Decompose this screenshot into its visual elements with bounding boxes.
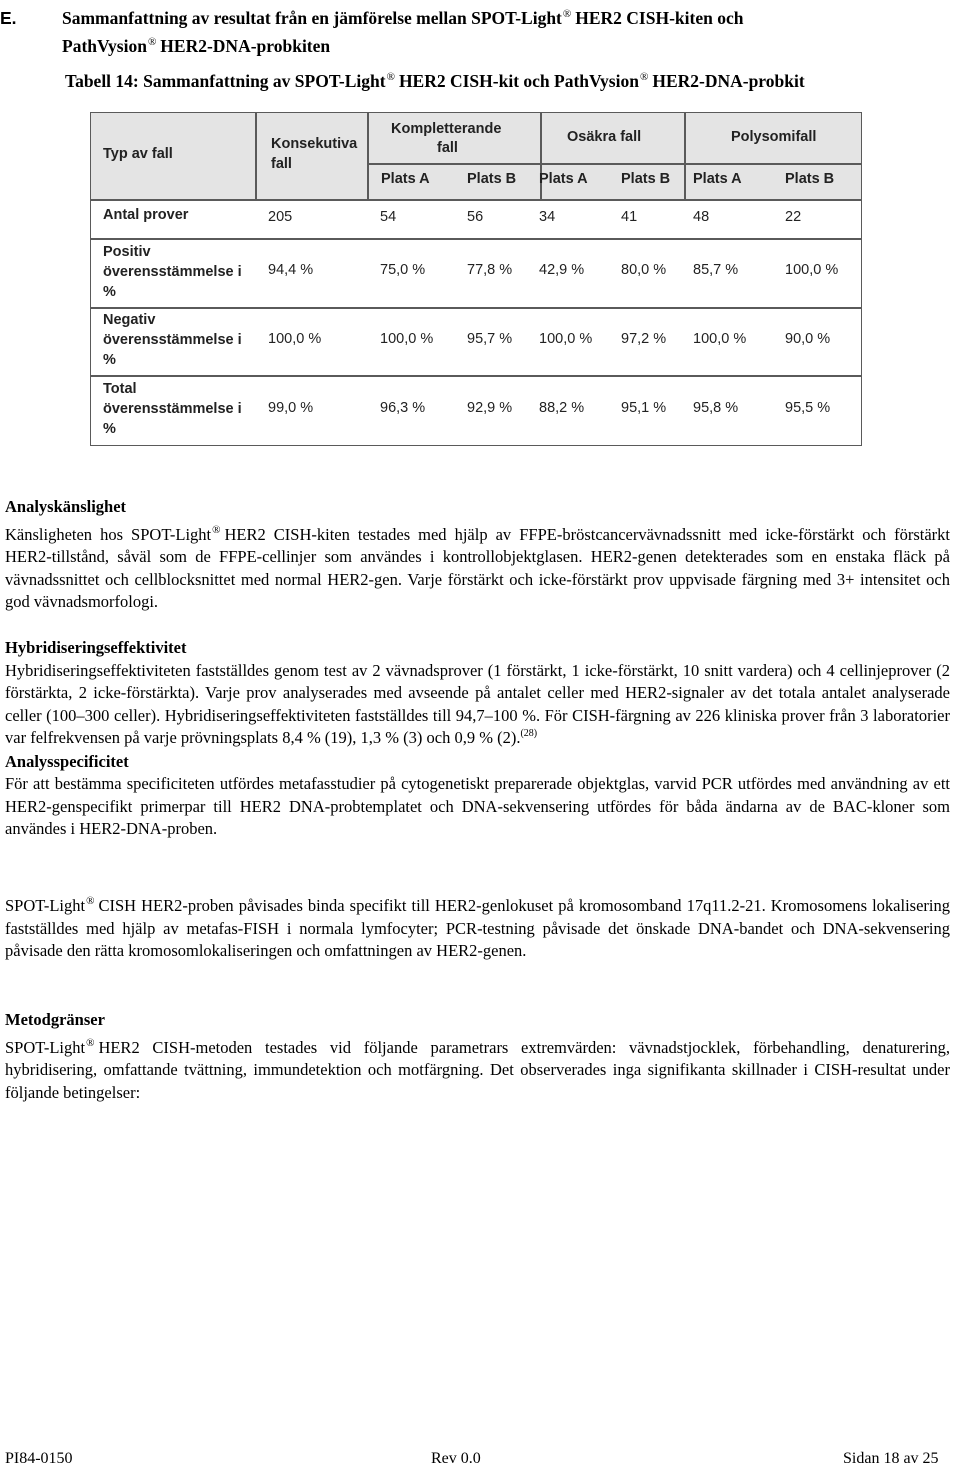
table-cell: 100,0 % bbox=[539, 331, 593, 347]
table-cell: 48 bbox=[693, 209, 710, 225]
section-title-part3: PathVysion bbox=[62, 36, 147, 56]
header-plats: Plats B bbox=[467, 171, 517, 187]
table-title-part3: HER2-DNA-probkit bbox=[652, 71, 805, 91]
header-kompletterande: Kompletterande bbox=[391, 121, 502, 137]
header-plats: Plats A bbox=[693, 171, 742, 187]
row-label-line: överensstämmelse i bbox=[103, 264, 242, 280]
paragraph-text: För att bestämma specificiteten utfördes metafasstudier på cytogenetiskt preparerade objektglas, varvid PCR utfördes med användning av ett HER2-genspecifikt primerpar till HER2 DNA-probtemplatet och DNA-sekvensering utfördes för båda ändarna av de BAC-kloner som användes i HER2-DNA-proben. bbox=[5, 774, 950, 838]
row-label-line: Total bbox=[103, 381, 137, 397]
table-cell: 80,0 % bbox=[621, 262, 667, 278]
table-cell: 90,0 % bbox=[785, 331, 831, 347]
row-label-negativ bbox=[103, 310, 263, 370]
paragraph bbox=[5, 890, 950, 963]
footer-doc-id: PI84-0150 bbox=[5, 1450, 73, 1467]
table-cell: 100,0 % bbox=[785, 262, 839, 278]
table-divider bbox=[91, 238, 861, 240]
registered-mark: ® bbox=[147, 36, 157, 48]
heading-analysspecificitet: Analysspecificitet bbox=[5, 751, 129, 771]
paragraph bbox=[5, 660, 950, 750]
table-cell: 22 bbox=[785, 209, 802, 225]
table-divider bbox=[684, 113, 686, 199]
paragraph-text: HER2 CISH-kiten testades med hjälp av FFPE-bröstcancervävnadssnitt med icke-förstärkt och förstärkt HER2-tillstånd, såväl som de FFPE-cellinjer som användes i kontrollobjektglasen. HER2-genen detekterades som en enstaka fläck på vävnadssnittet och cellblocksnittet med normal HER2-gen. Varje förstärkt och icke-förstärkt prov uppvisade färgning med 3+ intensitet och god vävnadsmorfologi. bbox=[5, 524, 950, 611]
table-title-part2: HER2 CISH-kit och PathVysion bbox=[398, 71, 639, 91]
table-title bbox=[65, 71, 805, 92]
footer-revision: Rev 0.0 bbox=[431, 1450, 481, 1467]
row-label-antal-prover: Antal prover bbox=[103, 207, 189, 223]
table-cell: 205 bbox=[268, 209, 293, 225]
table-divider bbox=[91, 199, 861, 201]
table-divider bbox=[91, 307, 861, 309]
row-label-line: % bbox=[103, 421, 116, 437]
summary-table bbox=[90, 112, 862, 446]
table-cell: 75,0 % bbox=[380, 262, 426, 278]
section-heading bbox=[0, 2, 955, 58]
table-divider bbox=[255, 113, 257, 199]
row-label-positiv bbox=[103, 242, 263, 302]
paragraph-text: CISH HER2-proben påvisades binda specifikt till HER2-genlokuset på kromosomband 17q11.2-21. Kromosomens lokalisering fastställdes med hjälp av metafas-FISH i normala lymfocyter; PCR-testning påvisade det önskade DNA-bandet och DNA-sekvensering påvisade den rätta kromosomlokaliseringen och omfattningen av HER2-genen. bbox=[5, 896, 950, 960]
section-analyskanslighet bbox=[5, 496, 950, 614]
row-label-line: % bbox=[103, 352, 116, 368]
heading-hybridiseringseffektivitet: Hybridiseringseffektivitet bbox=[5, 638, 187, 657]
table-cell: 34 bbox=[539, 209, 556, 225]
header-osakra-fall: Osäkra fall bbox=[567, 129, 642, 145]
paragraph-text: HER2 CISH-metoden testades vid följande parametrars extremvärden: vävnadstjocklek, förbehandling, denaturering, hybridisering, omfattande tvättning, immundetektion och motfärgning. Det observerades inga signifikanta skillnader i CISH-resultat under följande betingelser: bbox=[5, 1037, 950, 1102]
header-plats: Plats A bbox=[381, 171, 430, 187]
paragraph-text: SPOT-Light bbox=[5, 896, 86, 915]
registered-mark: ® bbox=[562, 8, 572, 20]
header-plats: Plats A bbox=[539, 171, 588, 187]
table-cell: 97,2 % bbox=[621, 331, 667, 347]
table-title-part1: Tabell 14: Sammanfattning av SPOT-Light bbox=[65, 71, 386, 91]
heading-analyskanslighet: Analyskänslighet bbox=[5, 497, 127, 516]
row-label-line: överensstämmelse i bbox=[103, 332, 242, 348]
row-label-line: % bbox=[103, 284, 116, 300]
section-title-part2: HER2 CISH-kiten och bbox=[575, 8, 744, 28]
table-divider bbox=[367, 163, 861, 165]
paragraph bbox=[5, 519, 950, 614]
table-cell: 94,4 % bbox=[268, 262, 314, 278]
row-label-total bbox=[103, 379, 263, 439]
row-label-line: Negativ bbox=[103, 312, 156, 328]
registered-mark: ® bbox=[639, 71, 649, 83]
table-cell: 92,9 % bbox=[467, 400, 513, 416]
table-cell: 88,2 % bbox=[539, 400, 585, 416]
table-cell: 95,5 % bbox=[785, 400, 831, 416]
heading-metodgranser: Metodgränser bbox=[5, 1010, 105, 1029]
section-hybridisering bbox=[5, 637, 950, 841]
header-plats: Plats B bbox=[621, 171, 671, 187]
footer-page-number: Sidan 18 av 25 bbox=[843, 1450, 939, 1467]
section-specificitet-detalj bbox=[5, 890, 950, 963]
header-plats: Plats B bbox=[785, 171, 835, 187]
registered-mark: ® bbox=[86, 1036, 95, 1049]
table-cell: 41 bbox=[621, 209, 638, 225]
table-cell: 77,8 % bbox=[467, 262, 513, 278]
paragraph-text: SPOT-Light bbox=[5, 1037, 86, 1057]
reference: (28) bbox=[520, 728, 538, 739]
registered-mark: ® bbox=[386, 71, 395, 83]
table-cell: 95,7 % bbox=[467, 331, 513, 347]
header-kompletterande-line2: fall bbox=[437, 140, 458, 156]
registered-mark: ® bbox=[212, 523, 221, 536]
paragraph bbox=[5, 773, 950, 841]
header-konsekutiva-line2: fall bbox=[271, 156, 292, 172]
table-cell: 95,1 % bbox=[621, 400, 667, 416]
section-title-part1: Sammanfattning av resultat från en jämförelse mellan SPOT-Light bbox=[62, 8, 562, 28]
paragraph-text: Känsligheten hos SPOT-Light bbox=[5, 524, 212, 544]
table-cell: 100,0 % bbox=[693, 331, 747, 347]
table-cell: 54 bbox=[380, 209, 397, 225]
table-cell: 56 bbox=[467, 209, 484, 225]
table-cell: 100,0 % bbox=[380, 331, 434, 347]
paragraph-text: Hybridiseringseffektiviteten fastställdes genom test av 2 vävnadsprover (1 förstärkt, 1 icke-förstärkt, 10 snitt vardera) och 4 cellinjeprover (2 förstärkta, 2 icke-förstärkta). Varje prov analyserades med avseende på antalet celler med HER2-signaler av det totala antalet analyserade celler (100–300 celler). Hybridiseringseffektiviteten fastställdes till 94,7–100 %. För CISH-färgning av 226 kliniska prover från 3 laboratorier var felfrekvensen på varje prövningsplats 8,4 % (19), 1,3 % (3) och 0,9 % (2). bbox=[5, 660, 950, 747]
table-cell: 99,0 % bbox=[268, 400, 314, 416]
table-divider bbox=[91, 375, 861, 377]
section-metodgranser bbox=[5, 1009, 950, 1104]
header-typ-av-fall: Typ av fall bbox=[103, 146, 173, 162]
section-letter: E. bbox=[0, 8, 17, 28]
header-konsekutiva: Konsekutiva bbox=[271, 136, 358, 152]
paragraph bbox=[5, 1032, 950, 1105]
table-cell: 96,3 % bbox=[380, 400, 426, 416]
row-label-line: Positiv bbox=[103, 244, 151, 260]
table-cell: 95,8 % bbox=[693, 400, 739, 416]
section-title-part4: HER2-DNA-probkiten bbox=[160, 36, 331, 56]
table-cell: 100,0 % bbox=[268, 331, 322, 347]
table-divider bbox=[367, 113, 369, 199]
table-cell: 42,9 % bbox=[539, 262, 585, 278]
table-cell: 85,7 % bbox=[693, 262, 739, 278]
header-polysomifall: Polysomifall bbox=[731, 129, 817, 145]
registered-mark: ® bbox=[86, 895, 95, 907]
row-label-line: överensstämmelse i bbox=[103, 401, 242, 417]
